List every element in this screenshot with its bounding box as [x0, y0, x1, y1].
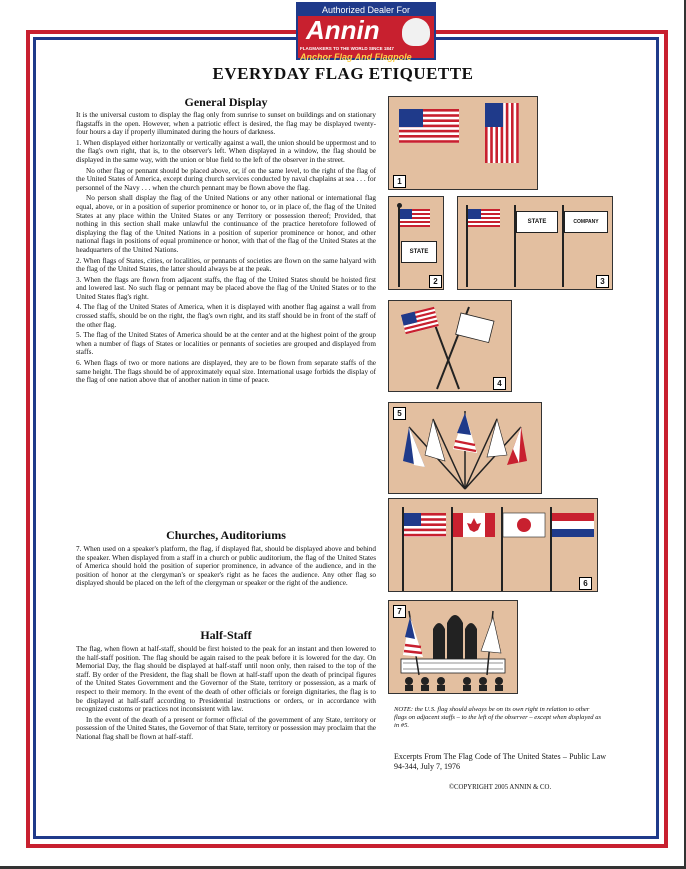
company-flag: COMPANY	[564, 211, 608, 233]
half-staff-text	[76, 645, 376, 744]
us-flag	[404, 513, 446, 537]
logo-tagline: FLAGMAKERS TO THE WORLD SINCE 1847	[300, 46, 394, 51]
paragraph-intro: It is the universal custom to display the flag only from sunrise to sunset on buildings and on stationary flagstaffs in the open. However, when a patriotic effect is desired, the flag may be displayed twenty-four hours a day if properly illuminated during the hours of darkness.	[76, 111, 376, 137]
paragraph-rule-5: 5. The flag of the United States of America should be at the center and at the highest point of the group when a number of flags of States or localities or pennants of societies are grouped and displayed from staffs.	[76, 331, 376, 357]
state-flag: STATE	[401, 241, 437, 263]
state-flag: STATE	[516, 211, 558, 233]
copyright: ©COPYRIGHT 2005 ANNIN & CO.	[448, 784, 552, 791]
heading-churches: Churches, Auditoriums	[166, 528, 286, 542]
figure-number: 3	[596, 275, 609, 288]
us-flag-horizontal	[399, 109, 459, 143]
figure-number: 1	[393, 175, 406, 188]
churches-text	[76, 545, 376, 590]
paragraph-rule-6: 6. When flags of two or more nations are displayed, they are to be flown from separate staffs of the same height. The flags should be of approximately equal size. International usage forbids the display of the flag of one nation above that of another nation in time of peace.	[76, 359, 376, 385]
figure-number: 4	[493, 377, 506, 390]
figure-5	[388, 402, 542, 494]
church-scene	[389, 601, 519, 695]
heading-general-display: General Display	[184, 95, 268, 109]
canada-flag	[453, 513, 495, 537]
figure-3	[457, 196, 613, 290]
flag-code-excerpt: Excerpts From The Flag Code of The United States – Public Law 94-344, July 7, 1976	[394, 752, 606, 771]
figure-number: 5	[393, 407, 406, 420]
paragraph-rule-3: 3. When the flags are flown from adjacent staffs, the flag of the United States should be hoisted first and lowered last. No such flag or pennant may be placed above the flag of the United States or to the United States flag's right.	[76, 275, 376, 301]
figure-number: 2	[429, 275, 442, 288]
logo-brand: Annin	[306, 15, 380, 45]
paragraph-rule-4: 4. The flag of the United States of America, when it is displayed with another flag against a wall from crossed staffs, should be on the right, the flag's own right, and its staff should be in front of the staff of the other flag.	[76, 303, 376, 329]
figure-note: NOTE: the U.S. flag should always be on its own right in relation to other flags on adjacent staffs – to the left of the observer – except when displayed as in #5.	[394, 706, 602, 729]
figure-7	[388, 600, 518, 694]
us-flag	[400, 209, 430, 227]
paragraph-rule-7: 7. When used on a speaker's platform, the flag, if displayed flat, should be displayed above and behind the speaker. When displayed from a staff in a church or public auditorium, the flag of the United States of America should hold the position of superior prominence, in advance of the audience, and in the position of honor at the clergyman's or speaker's right as he faces the audience. Any other flag so displayed should be placed on the left of the clergyman or speaker or the right of the audience.	[76, 545, 376, 588]
paragraph-rule-2: 2. When flags of States, cities, or localities, or pennants of societies are flown on the same halyard with the flag of the United States, the latter should always be at the peak.	[76, 256, 376, 274]
paragraph-half-staff-1: The flag, when flown at half-staff, should be first hoisted to the peak for an instant and then lowered to the half-staff position. The flag should be again raised to the peak before it is lowered for the day. On Memorial Day, the flag should be displayed at half-staff until noon only, then raised to the top of the staff. By order of the President, the flag shall be flown at half-staff upon the death of principal figures of the United States Government and the Governor of the State, territory or possession, as a mark of respect to their memory. In the event of the death of other officials or foreign dignitaries, the flag is to be displayed at half-staff according to Presidential instructions or orders, or in accordance with recognized customs or practices not inconsistent with law.	[76, 645, 376, 714]
paragraph-half-staff-2: In the event of the death of a present or former official of the government of any State, territory or possession of the United States, the Governor of that State, territory or possession may proclaim that the National flag shall be flown at half-staff.	[76, 715, 376, 741]
annin-logo	[296, 2, 436, 60]
logo-authorized-text: Authorized Dealer For	[298, 4, 434, 16]
paragraph-rule-1: 1. When displayed either horizontally or vertically against a wall, the union should be uppermost and to the flag's own right, that is, to the observer's left. When displayed in a window, the flag should be displayed in the same way, with the union or blue field to the left of the observer in the street.	[76, 138, 376, 164]
paragraph-rule-1c: No person shall display the flag of the United Nations or any other national or international flag equal, above, or in a position of superior prominence or honor to, or in place of, the flag of the United States at any place within the United States or any Territory or possession thereof; Provided, that nothing in this section shall make unlawful the continuance of the practice heretofore followed of displaying the flag of the United Nations in a position of superior prominence or honor, and other national flags in positions of equal prominence or honor, with that of the flag of the United States at the headquarters of the United Nations.	[76, 194, 376, 254]
figure-2	[388, 196, 444, 290]
netherlands-flag	[552, 513, 594, 537]
figure-6	[388, 498, 598, 592]
us-flag	[468, 209, 500, 227]
figure-1	[388, 96, 538, 190]
paragraph-rule-1b: No other flag or pennant should be placed above, or, if on the same level, to the right of the flag of the United States of America, except during church services conducted by naval chaplains at sea . . . for personnel of the Navy . . . when the church pennant may be flown above the flag.	[76, 166, 376, 192]
logo-dealer: Anchor Flag And Flagpole	[300, 52, 412, 62]
page-title: EVERYDAY FLAG ETIQUETTE	[212, 64, 474, 83]
figure-number: 7	[393, 605, 406, 618]
general-display-text	[76, 111, 376, 387]
figure-4	[388, 300, 512, 392]
heading-half-staff: Half-Staff	[200, 628, 252, 642]
japan-flag	[503, 513, 545, 537]
eagle-icon	[402, 18, 430, 46]
grouped-flags	[389, 403, 543, 495]
us-flag-vertical	[485, 103, 519, 163]
figure-number: 6	[579, 577, 592, 590]
